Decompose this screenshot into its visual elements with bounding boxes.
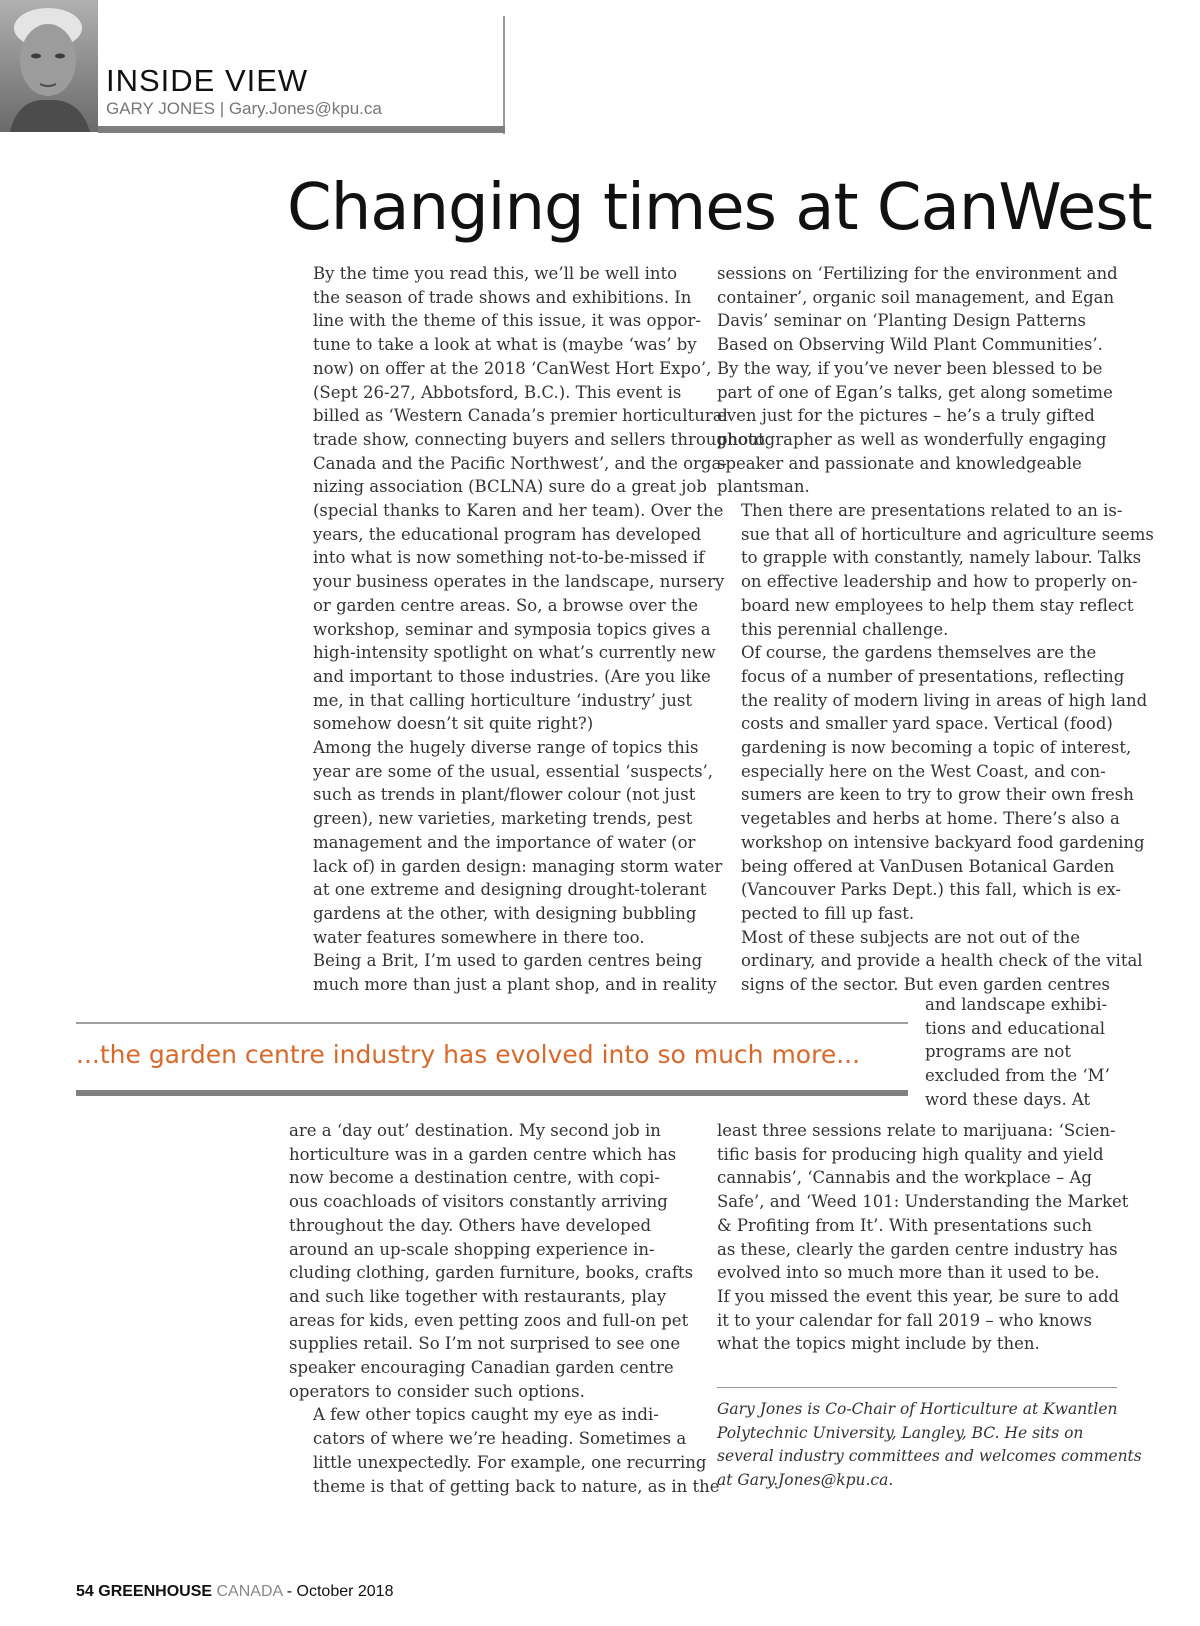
text-line: even just for the pictures – he’s a truly gifted: [717, 406, 1095, 426]
text-line: around an up-scale shopping experience in-: [289, 1239, 655, 1259]
author-byline: GARY JONES | Gary.Jones@kpu.ca: [106, 99, 382, 118]
pull-quote-top-rule: [76, 1022, 908, 1024]
text-line: years, the educational program has developed: [313, 524, 702, 544]
text-line: to grapple with constantly, namely labour. Talks: [741, 548, 1142, 568]
text-line: Then there are presentations related to an is-: [741, 501, 1123, 521]
text-line: signs of the sector. But even garden centres: [741, 975, 1111, 995]
text-line: tific basis for producing high quality and yield: [717, 1144, 1104, 1164]
text-line: excluded from the ‘M’: [925, 1066, 1110, 1086]
text-line: it to your calendar for fall 2019 – who knows: [717, 1310, 1092, 1330]
paragraph: [289, 1119, 699, 1403]
text-line: and landscape exhibi-: [925, 995, 1108, 1014]
right-column-top: [717, 262, 1154, 997]
paragraph: [289, 1403, 720, 1498]
text-line: (special thanks to Karen and her team). Over the: [313, 501, 724, 521]
text-line: By the time you read this, we’ll be well into: [313, 264, 678, 283]
text-line: Most of these subjects are not out of the: [741, 927, 1080, 947]
text-line: & Profiting from It’. With presentations such: [717, 1215, 1093, 1235]
text-line: little unexpectedly. For example, one recurring: [313, 1452, 707, 1472]
section-label: INSIDE VIEW: [106, 63, 309, 98]
text-line: plantsman.: [717, 477, 810, 497]
bio-rule: [717, 1387, 1117, 1388]
page-footer: [76, 1583, 393, 1601]
text-line: now) on offer at the 2018 ‘CanWest Hort Expo’,: [313, 358, 712, 378]
text-line: Safe’, and ‘Weed 101: Understanding the Market: [717, 1192, 1129, 1212]
text-line: photographer as well as wonderfully engaging: [717, 429, 1107, 449]
text-line: word these days. At: [925, 1089, 1091, 1109]
text-line: Davis’ seminar on ‘Planting Design Patterns: [717, 311, 1086, 331]
text-line: being offered at VanDusen Botanical Garden: [741, 856, 1115, 876]
text-line: pected to fill up fast.: [741, 903, 915, 923]
text-line: container’, organic soil management, and Egan: [717, 287, 1115, 307]
author-photo: [0, 0, 98, 132]
text-line: theme is that of getting back to nature, as in the: [313, 1476, 720, 1496]
magazine-name: GREENHOUSE: [98, 1583, 213, 1600]
text-line: the reality of modern living in areas of high land: [741, 690, 1148, 710]
text-line: supplies retail. So I’m not surprised to see one: [289, 1334, 681, 1354]
text-line: your business operates in the landscape, nursery: [313, 572, 725, 592]
text-line: especially here on the West Coast, and con-: [741, 761, 1106, 781]
text-line: several industry committees and welcomes comments: [717, 1447, 1142, 1466]
text-line: (Vancouver Parks Dept.) this fall, which is ex-: [741, 880, 1121, 900]
text-line: sessions on ‘Fertilizing for the environment and: [717, 264, 1118, 283]
text-line: cannabis’, ‘Cannabis and the workplace – Ag: [717, 1168, 1092, 1188]
text-line: and important to those industries. (Are you like: [313, 666, 711, 686]
text-line: tune to take a look at what is (maybe ‘was’ by: [313, 335, 697, 355]
text-line: on effective leadership and how to properly on-: [741, 572, 1138, 592]
text-line: ous coachloads of visitors constantly arriving: [289, 1192, 668, 1212]
text-line: tions and educational: [925, 1018, 1106, 1038]
text-line: nizing association (BCLNA) sure do a great job: [313, 477, 707, 497]
column-header: [106, 64, 382, 119]
text-line: at one extreme and designing drought-tolerant: [313, 880, 707, 900]
text-line: and such like together with restaurants, play: [289, 1286, 667, 1306]
text-line: areas for kids, even petting zoos and full-on pet: [289, 1310, 689, 1330]
text-line: as these, clearly the garden centre industry has: [717, 1239, 1118, 1259]
text-line: least three sessions relate to marijuana: ‘Scien-: [717, 1121, 1116, 1140]
text-line: billed as ‘Western Canada’s premier horticultural: [313, 406, 728, 426]
text-line: Being a Brit, I’m used to garden centres being: [313, 951, 703, 971]
paragraph: [717, 262, 1127, 499]
text-line: lack of) in garden design: managing storm water: [313, 856, 723, 876]
paragraph: [289, 949, 717, 996]
page-number: 54: [76, 1583, 94, 1600]
text-line: operators to consider such options.: [289, 1381, 585, 1401]
text-line: management and the importance of water (or: [313, 832, 696, 852]
text-line: cators of where we’re heading. Sometimes a: [313, 1429, 687, 1449]
text-line: somehow doesn’t sit quite right?): [313, 714, 594, 734]
author-portrait-icon: [0, 0, 98, 132]
text-line: focus of a number of presentations, reflecting: [741, 666, 1125, 686]
article-title: Changing times at CanWest: [287, 171, 1152, 245]
text-line: vegetables and herbs at home. There’s also a: [741, 809, 1120, 829]
text-line: horticulture was in a garden centre which has: [289, 1144, 677, 1164]
text-line: sumers are keen to try to grow their own fresh: [741, 785, 1134, 805]
right-column-bottom: [717, 1119, 1127, 1356]
text-line: the season of trade shows and exhibitions. In: [313, 287, 692, 307]
text-line: water features somewhere in there too.: [313, 927, 645, 947]
text-line: much more than just a plant shop, and in reality: [313, 975, 717, 995]
text-line: me, in that calling horticulture ‘industry’ just: [313, 690, 692, 710]
text-line: cluding clothing, garden furniture, books, crafts: [289, 1263, 694, 1283]
text-line: workshop on intensive backyard food gardening: [741, 832, 1145, 852]
text-line: A few other topics caught my eye as indi-: [313, 1405, 659, 1425]
text-line: programs are not: [925, 1042, 1071, 1062]
text-line: into what is now something not-to-be-missed if: [313, 548, 705, 568]
text-line: year are some of the usual, essential ‘suspects’,: [313, 761, 714, 781]
text-line: board new employees to help them stay reflect: [741, 595, 1134, 615]
text-line: (Sept 26-27, Abbotsford, B.C.). This event is: [313, 382, 682, 402]
text-line: what the topics might include by then.: [717, 1334, 1040, 1354]
pull-quote: ...the garden centre industry has evolved into so much more...: [76, 1040, 861, 1069]
magazine-country: CANADA: [216, 1583, 283, 1600]
header-divider: [503, 16, 505, 134]
text-line: are a ‘day out’ destination. My second job in: [289, 1121, 661, 1140]
header-rule: [98, 126, 505, 133]
right-column-wrap: [925, 993, 1125, 1112]
paragraph: [717, 499, 1154, 641]
text-line: speaker encouraging Canadian garden centre: [289, 1358, 674, 1378]
text-line: workshop, seminar and symposia topics gives a: [313, 619, 711, 639]
text-line: throughout the day. Others have developed: [289, 1215, 652, 1235]
text-line: Gary Jones is Co-Chair of Horticulture at Kwantlen: [717, 1400, 1118, 1418]
text-line: ordinary, and provide a health check of the vital: [741, 951, 1143, 971]
text-line: or garden centre areas. So, a browse over the: [313, 595, 698, 615]
text-line: this perennial challenge.: [741, 619, 949, 639]
text-line: gardens at the other, with designing bubbling: [313, 903, 697, 923]
author-bio: [717, 1398, 1142, 1493]
text-line: evolved into so much more than it used to be.: [717, 1263, 1100, 1283]
paragraph: [717, 926, 1143, 997]
text-line: line with the theme of this issue, it was oppor-: [313, 311, 701, 331]
text-line: part of one of Egan’s talks, get along sometime: [717, 382, 1113, 402]
text-line: Of course, the gardens themselves are the: [741, 643, 1097, 663]
text-line: Canada and the Pacific Northwest’, and the orga-: [313, 453, 727, 473]
text-line: costs and smaller yard space. Vertical (food): [741, 714, 1113, 734]
text-line: such as trends in plant/flower colour (not just: [313, 785, 696, 805]
paragraph: [717, 641, 1148, 925]
paragraph: [289, 736, 723, 949]
text-line: green), new varieties, marketing trends, pest: [313, 809, 693, 829]
issue-date: - October 2018: [286, 1583, 394, 1600]
text-line: speaker and passionate and knowledgeable: [717, 453, 1082, 473]
text-line: high-intensity spotlight on what’s currently new: [313, 643, 716, 663]
text-line: By the way, if you’ve never been blessed to be: [717, 358, 1103, 378]
text-line: Among the hugely diverse range of topics this: [313, 738, 699, 758]
text-line: at Gary.Jones@kpu.ca.: [717, 1471, 894, 1490]
text-line: trade show, connecting buyers and sellers throughout: [313, 429, 765, 449]
text-line: Polytechnic University, Langley, BC. He sits on: [717, 1423, 1084, 1442]
text-line: sue that all of horticulture and agriculture seems: [741, 524, 1154, 544]
pull-quote-bottom-rule: [76, 1090, 908, 1096]
text-line: If you missed the event this year, be sure to add: [717, 1286, 1120, 1306]
left-column-bottom: [289, 1119, 720, 1498]
text-line: gardening is now becoming a topic of interest,: [741, 738, 1132, 758]
text-line: Based on Observing Wild Plant Communities’.: [717, 335, 1103, 355]
text-line: now become a destination centre, with copi-: [289, 1168, 660, 1188]
